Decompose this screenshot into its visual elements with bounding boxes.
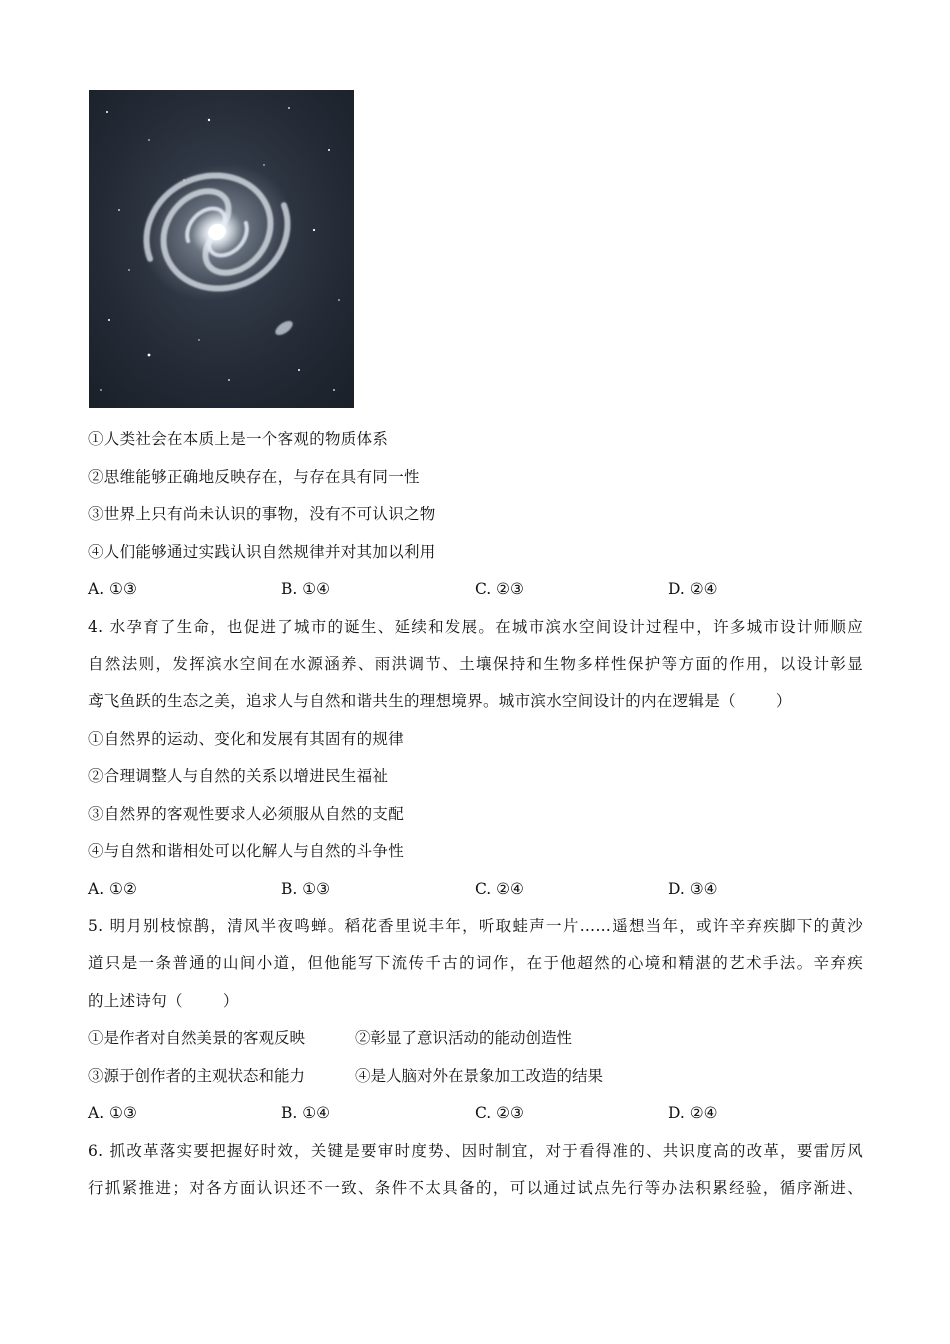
q3-statement-4: ④人们能够通过实践认识自然规律并对其加以利用	[88, 543, 436, 561]
q5-statement-1: ①是作者对自然美景的客观反映	[88, 1029, 306, 1047]
q3-option-d[interactable]: D. ②④	[668, 580, 718, 598]
q4-stem-text: 鸢飞鱼跃的生态之美，追求人与自然和谐共生的理想境界。城市滨水空间设计的内在逻辑是（	[88, 692, 736, 710]
q3-option-c[interactable]: C. ②③	[475, 580, 524, 598]
q3-statement-1: ①人类社会在本质上是一个客观的物质体系	[88, 430, 389, 448]
q4-option-b[interactable]: B. ①③	[281, 880, 331, 898]
q3-statement-3: ③世界上只有尚未认识的事物，没有不可认识之物	[88, 505, 436, 523]
q4-stem-line-1: 4. 水孕育了生命，也促进了城市的诞生、延续和发展。在城市滨水空间设计过程中，许多城市设计师顺应	[88, 618, 863, 636]
q4-statement-3: ③自然界的客观性要求人必须服从自然的支配	[88, 805, 405, 823]
spiral-galaxy-image	[89, 90, 354, 408]
q6-stem-line-1: 6. 抓改革落实要把握好时效，关键是要审时度势、因时制宜，对于看得准的、共识度高的改革，要雷厉风	[88, 1142, 863, 1160]
q4-option-d[interactable]: D. ③④	[668, 880, 718, 898]
q3-option-a[interactable]: A. ①③	[88, 580, 137, 598]
q3-option-b[interactable]: B. ①④	[281, 580, 331, 598]
q5-option-a[interactable]: A. ①③	[88, 1104, 137, 1122]
q5-stem-line-3	[88, 990, 239, 1012]
q4-statement-2: ②合理调整人与自然的关系以增进民生福祉	[88, 767, 389, 785]
q5-stem-line-1: 5. 明月别枝惊鹊，清风半夜鸣蝉。稻花香里说丰年，听取蛙声一片……遥想当年，或许辛弃疾脚下的黄沙	[88, 917, 863, 935]
q5-stem-close: ）	[222, 992, 239, 1010]
q4-stem-line-2: 自然法则，发挥滨水空间在水源涵养、雨洪调节、土壤保持和生物多样性保护等方面的作用，以设计彰显	[88, 655, 863, 673]
q6-stem-line-2: 行抓紧推进；对各方面认识还不一致、条件不太具备的，可以通过试点先行等办法积累经验，循序渐进、	[88, 1179, 863, 1197]
q3-statement-2: ②思维能够正确地反映存在，与存在具有同一性	[88, 468, 420, 486]
q4-option-c[interactable]: C. ②④	[475, 880, 524, 898]
q5-option-c[interactable]: C. ②③	[475, 1104, 524, 1122]
q4-stem-close: ）	[775, 692, 792, 710]
q5-statement-3: ③源于创作者的主观状态和能力	[88, 1067, 306, 1085]
q5-option-b[interactable]: B. ①④	[281, 1104, 331, 1122]
q5-option-d[interactable]: D. ②④	[668, 1104, 718, 1122]
q5-stem-text: 的上述诗句（	[88, 992, 183, 1010]
q4-statement-1: ①自然界的运动、变化和发展有其固有的规律	[88, 730, 405, 748]
q5-stem-line-2: 道只是一条普通的山间小道，但他能写下流传千古的词作，在于他超然的心境和精湛的艺术手法。辛弃疾	[88, 954, 863, 972]
q5-statement-2: ②彰显了意识活动的能动创造性	[355, 1029, 573, 1047]
q4-option-a[interactable]: A. ①②	[88, 880, 137, 898]
q4-statement-4: ④与自然和谐相处可以化解人与自然的斗争性	[88, 842, 405, 860]
q5-statement-4: ④是人脑对外在景象加工改造的结果	[355, 1067, 604, 1085]
q4-stem-line-3	[88, 690, 792, 712]
